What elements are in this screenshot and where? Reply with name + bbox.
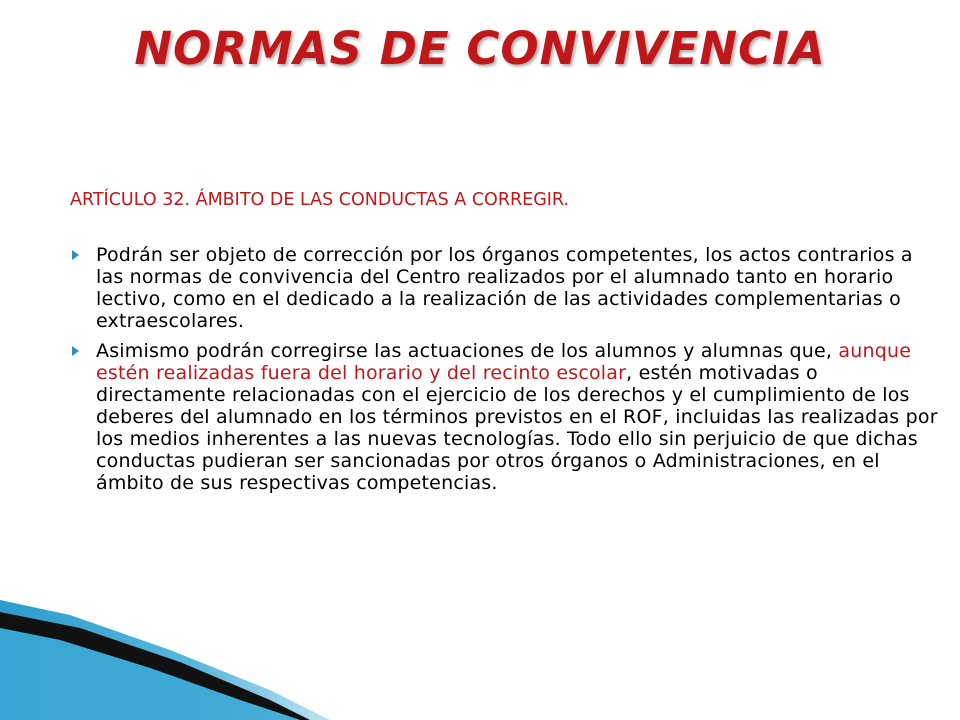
bullet-text-2-before: Asimismo podrán corregirse las actuaciones de los alumnos y alumnas que, <box>96 340 839 362</box>
bullet-list <box>70 244 940 502</box>
slide-title: NORMAS DE CONVIVENCIA <box>134 22 826 75</box>
bullet-text-2-after: , estén motivadas o directamente relacionadas con el ejercicio de los derechos y el cumplimiento de los deberes del alumnado en los términos previstos en el ROF, incluidas las realizadas por los medios inherentes a las nuevas tecnologías. Todo ello sin perjuicio de que dichas conductas pudieran ser sancionadas por otros órganos o Administraciones, en el ámbito de sus respectivas competencias. <box>96 362 938 494</box>
dark-stripe-shadow <box>0 628 300 720</box>
bullet-item-2 <box>70 340 940 494</box>
triangle-right-icon <box>72 250 79 260</box>
triangle-right-icon <box>72 346 79 356</box>
bullet-text-1: Podrán ser objeto de corrección por los órganos competentes, los actos contrarios a las normas de convivencia del Centro realizados por el alumnado tanto en horario lectivo, como en el dedicado a la realización de las actividades complementarias o extraescolares. <box>96 244 913 332</box>
bullet-text-2-highlight: aunque estén realizadas fuera del horario y del recinto escolar <box>96 340 912 384</box>
bullet-item-1 <box>70 244 940 332</box>
article-heading: ARTÍCULO 32. ÁMBITO DE LAS CONDUCTAS A CORREGIR. <box>70 190 570 210</box>
